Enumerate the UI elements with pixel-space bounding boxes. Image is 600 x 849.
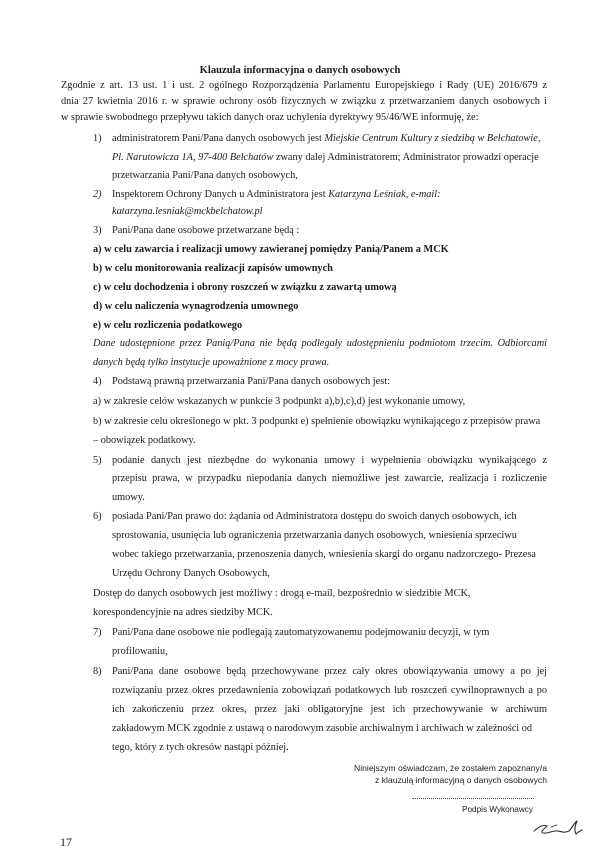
- item-4-line-1: Podstawą prawną przetwarzania Pani/Pana danych osobowych jest:: [112, 376, 390, 387]
- access-line-1: Dostęp do danych osobowych jest możliwy : drogą e-mail, bezpośrednio w siedzibie MCK,: [93, 588, 471, 599]
- item-1-number: 1): [93, 133, 102, 144]
- purpose-c: c) w celu dochodzenia i obrony roszczeń w związku z zawartą umową: [93, 282, 397, 293]
- item-6-line-2: sprostowania, usunięcia lub ograniczenia przetwarzania danych osobowych, wniesienia sprzeciwu: [112, 530, 517, 541]
- item-3-note-line-1: Dane udostępnione przez Panią/Pana nie będą podlegały udostępnieniu podmiotom trzecim. Odbiorcami: [93, 338, 547, 349]
- item-8-line-1: Pani/Pana dane osobowe będą przechowywane przez cały okres obowiązywania umowy a po jej: [112, 666, 547, 677]
- item-2-number: 2): [93, 189, 102, 200]
- item-6-line-4: Urzędu Ochrony Danych Osobowych,: [112, 568, 270, 579]
- purpose-d: d) w celu naliczenia wynagrodzenia umownego: [93, 301, 299, 312]
- item-3-note-line-2: danych będą tylko instytucje upoważnione z mocy prawa.: [93, 357, 330, 368]
- item-7-line-1: Pani/Pana dane osobowe nie podlegają zautomatyzowanemu podejmowaniu decyzji, w tym: [112, 627, 490, 638]
- signature-caption: Podpis Wykonawcy: [462, 805, 533, 814]
- item-2-inspector-label: Inspektorem Ochrony Danych u Administratora jest: [112, 189, 329, 200]
- item-3-number: 3): [93, 225, 102, 236]
- access-line-2: korespondencyjnie na adres siedziby MCK.: [93, 607, 273, 618]
- item-1-administrator-note: zwany dalej Administratorem; Administrator prowadzi operacje: [273, 152, 539, 163]
- item-1-line-3: przetwarzania Pani/Pana danych osobowych,: [112, 170, 298, 181]
- item-6-line-3: wobec takiego przetwarzania, przenoszenia danych, wniesienia skargi do organu nadzorczego- Prezesa: [112, 549, 536, 560]
- item-8-line-3: ich zakończeniu przez okres, przez jaki obligatoryjne jest ich przechowywanie w archiwum: [112, 704, 547, 715]
- item-8-number: 8): [93, 666, 102, 677]
- item-5-number: 5): [93, 455, 102, 466]
- item-8-line-4: zakładowym MCK zgodnie z ustawą o narodowym zasobie archiwalnym i archiwach w zależności od: [112, 723, 533, 734]
- item-8-line-2: rozwiązaniu przez okres przedawnienia zobowiązań podatkowych lub roszczeń cywilnoprawnych a po: [112, 685, 547, 696]
- item-5-line-3: umowy.: [112, 492, 145, 503]
- item-1-line-2: [112, 151, 539, 164]
- item-4-number: 4): [93, 376, 102, 387]
- item-6-number: 6): [93, 511, 102, 522]
- item-6-line-1: posiada Pani/Pan prawo do: żądania od Administratora dostępu do swoich danych osobowych, ich: [112, 511, 517, 522]
- item-1-line-1: [112, 132, 540, 145]
- item-4-point-b-line-2: – obowiązek podatkowy.: [93, 435, 196, 446]
- item-1-administrator-name: Miejskie Centrum Kultury z siedzibą w Bełchatowie,: [324, 133, 541, 144]
- declaration-line-1: Niniejszym oświadczam, że zostałem zapoznany/a: [354, 763, 547, 773]
- item-4-point-b-line-1: b) w zakresie celu określonego w pkt. 3 podpunkt e) spełnienie obowiązku wynikającego z przepisów prawa: [93, 416, 541, 427]
- purpose-a: a) w celu zawarcia i realizacji umowy zawieranej pomiędzy Panią/Panem a MCK: [93, 244, 449, 255]
- document-title: Klauzula informacyjna o danych osobowych: [199, 65, 401, 76]
- item-2-inspector-name: Katarzyna Leśniak, e-mail:: [328, 189, 441, 200]
- item-2-line-1: [112, 188, 441, 201]
- item-5-line-2: przepisu prawa, w przypadku niepodania danych niemożliwe jest zawarcie, realizacja i rozliczenie: [112, 473, 547, 484]
- item-2-inspector-email: katarzyna.lesniak@mckbelchatow.pl: [112, 206, 263, 217]
- handwritten-initials-icon: [531, 815, 583, 839]
- item-5-line-1: podanie danych jest niezbędne do wykonania umowy i wypełnienia obowiązku wynikającego z: [112, 455, 547, 466]
- item-1-administrator-label: administratorem Pani/Pana danych osobowych jest: [112, 133, 325, 144]
- item-1-administrator-address: Pl. Narutowicza 1A, 97-400 Bełchatów: [112, 152, 274, 163]
- item-3-line-1: Pani/Pana dane osobowe przetwarzane będą :: [112, 225, 300, 236]
- intro-line-1: Zgodnie z art. 13 ust. 1 i ust. 2 ogólnego Rozporządzenia Parlamentu Europejskiego i Rady (UE) 2016/679 z: [61, 80, 547, 91]
- intro-line-3: w sprawie swobodnego przepływu takich danych oraz uchylenia dyrektywy 95/46/WE informuję, że:: [61, 112, 479, 123]
- item-7-number: 7): [93, 627, 102, 638]
- page-number: 17: [60, 835, 72, 849]
- purpose-e: e) w celu rozliczenia podatkowego: [93, 320, 243, 331]
- purpose-b: b) w celu monitorowania realizacji zapisów umownych: [93, 263, 333, 274]
- intro-line-2: dnia 27 kwietnia 2016 r. w sprawie ochrony osób fizycznych w związku z przetwarzaniem danych osobowych i: [61, 96, 547, 107]
- item-7-line-2: profilowaniu,: [112, 646, 168, 657]
- declaration-line-2: z klauzulą informacyjną o danych osobowych: [375, 775, 547, 785]
- signature-line: [412, 798, 534, 799]
- item-8-line-5: tego, który z tych okresów nastąpi później.: [112, 742, 289, 753]
- item-4-point-a: a) w zakresie celów wskazanych w punkcie 3 podpunkt a),b),c),d) jest wykonanie umowy,: [93, 396, 466, 407]
